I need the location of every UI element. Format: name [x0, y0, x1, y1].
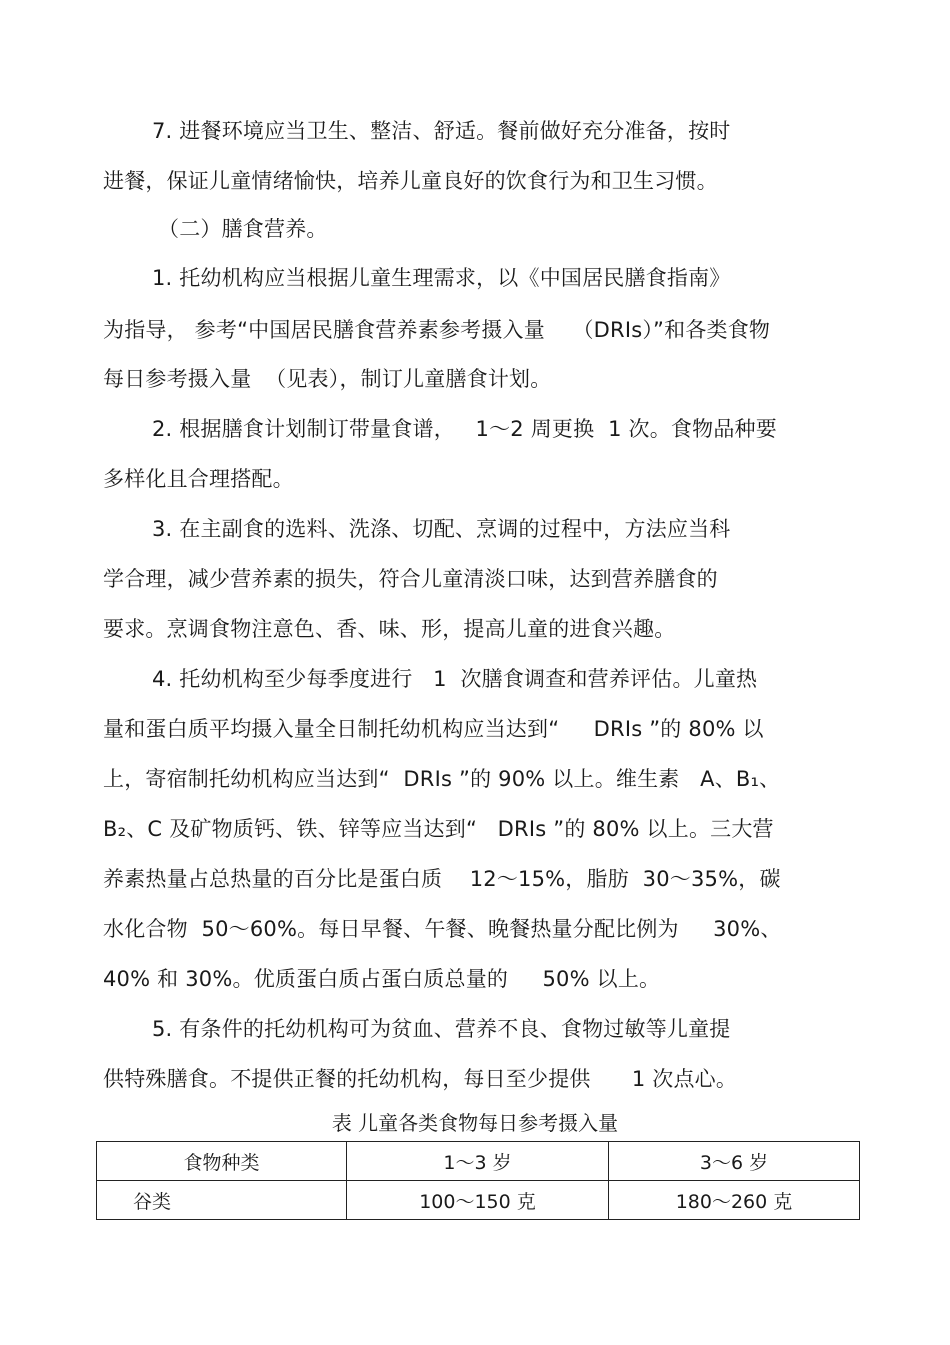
paragraph-line: 上，寄宿制托幼机构应当达到“ DRIs ”的 90% 以上。维生素 A、B₁、	[103, 767, 781, 791]
table-cell: 100～150 克	[347, 1181, 609, 1220]
paragraph-line: 40% 和 30%。优质蛋白质占蛋白质总量的 50% 以上。	[103, 967, 661, 991]
paragraph-line: 3. 在主副食的选料、洗涤、切配、烹调的过程中，方法应当科	[152, 517, 731, 541]
paragraph-line: 5. 有条件的托幼机构可为贫血、营养不良、食物过敏等儿童提	[152, 1017, 731, 1041]
paragraph-line: 2. 根据膳食计划制订带量食谱， 1～2 周更换 1 次。食物品种要	[152, 417, 777, 441]
paragraph-line: 每日参考摄入量 （见表），制订儿童膳食计划。	[103, 367, 552, 391]
paragraph-line: B₂、C 及矿物质钙、铁、锌等应当达到“ DRIs ”的 80% 以上。三大营	[103, 817, 774, 841]
table-caption: 表 儿童各类食物每日参考摄入量	[331, 1111, 619, 1135]
paragraph-line: 量和蛋白质平均摄入量全日制托幼机构应当达到“ DRIs ”的 80% 以	[103, 717, 764, 741]
paragraph-line: 水化合物 50～60%。每日早餐、午餐、晚餐热量分配比例为 30%、	[103, 917, 782, 941]
paragraph-line: 7. 进餐环境应当卫生、整洁、舒适。餐前做好充分准备，按时	[152, 119, 731, 143]
paragraph-line: 要求。烹调食物注意色、香、味、形，提高儿童的进食兴趣。	[103, 617, 676, 641]
paragraph-line: 为指导， 参考“中国居民膳食营养素参考摄入量 （DRIs）”和各类食物	[103, 318, 771, 342]
food-intake-table	[96, 1141, 860, 1220]
paragraph-line: 供特殊膳食。不提供正餐的托幼机构，每日至少提供 1 次点心。	[103, 1067, 738, 1091]
table-header-cell: 食物种类	[97, 1142, 347, 1181]
paragraph-line: 养素热量占总热量的百分比是蛋白质 12～15%，脂肪 30～35%，碳	[103, 867, 781, 891]
paragraph-line: 进餐，保证儿童情绪愉快，培养儿童良好的饮食行为和卫生习惯。	[103, 169, 718, 193]
table-cell: 180～260 克	[609, 1181, 860, 1220]
section-heading: （二）膳食营养。	[158, 217, 328, 241]
paragraph-line: 1. 托幼机构应当根据儿童生理需求，以《中国居民膳食指南》	[152, 266, 731, 290]
table-header-cell: 1～3 岁	[347, 1142, 609, 1181]
table-cell: 谷类	[97, 1181, 347, 1220]
table-row	[97, 1181, 860, 1220]
table-header-row	[97, 1142, 860, 1181]
table-header-cell: 3～6 岁	[609, 1142, 860, 1181]
paragraph-line: 多样化且合理搭配。	[103, 467, 294, 491]
paragraph-line: 4. 托幼机构至少每季度进行 1 次膳食调查和营养评估。儿童热	[152, 667, 758, 691]
paragraph-line: 学合理，减少营养素的损失，符合儿童清淡口味，达到营养膳食的	[103, 567, 718, 591]
